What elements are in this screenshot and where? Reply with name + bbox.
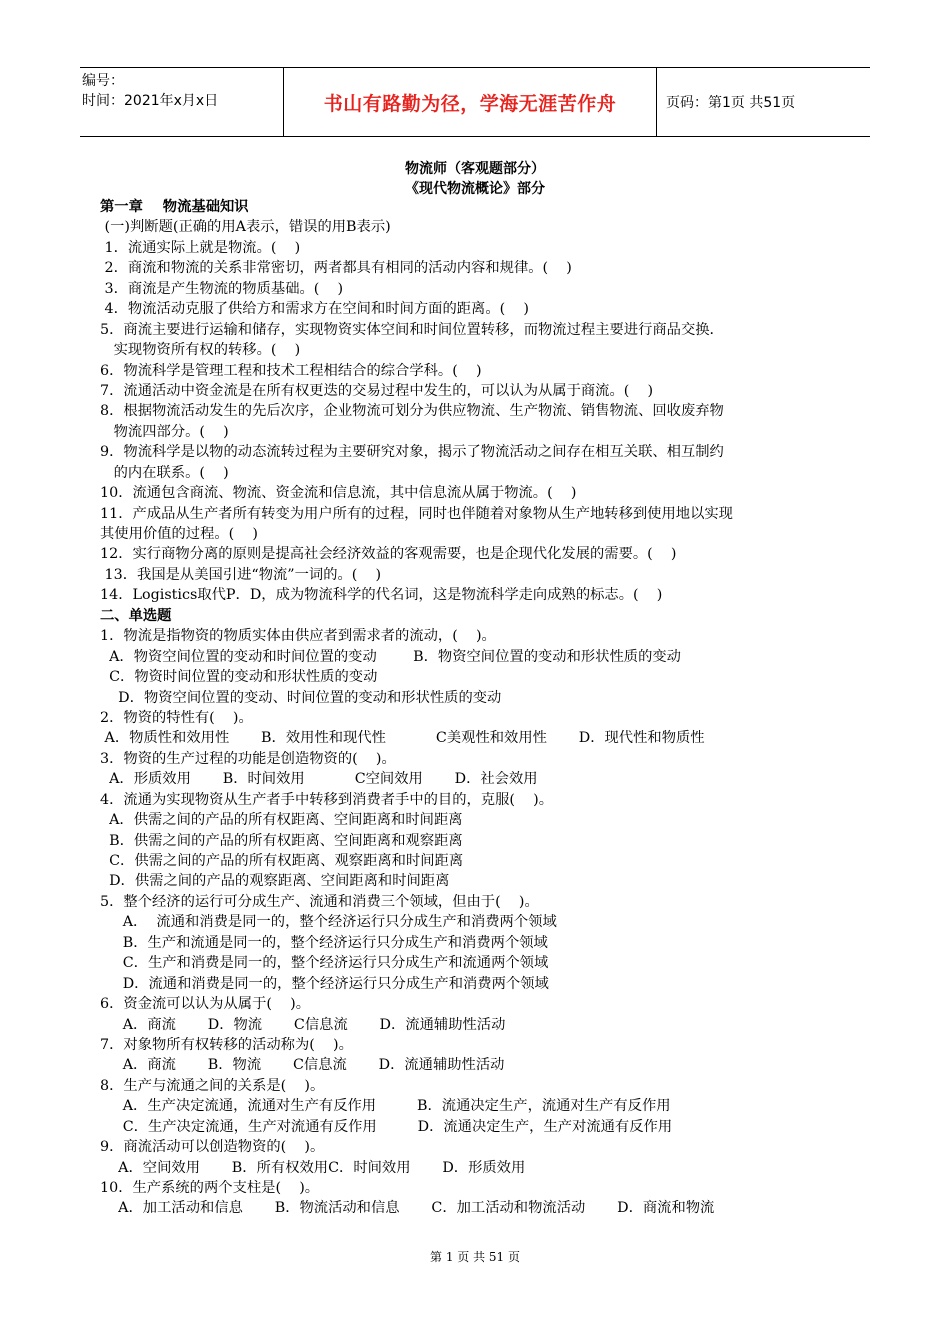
text-line: 14．Logistics取代P．D，成为物流科学的代名词，这是物流科学走向成熟的标志。( ) — [100, 587, 663, 604]
text-line: A．加工活动和信息 B．物流活动和信息 C．加工活动和物流活动 D．商流和物流 — [100, 1200, 715, 1217]
text-line: 2．物资的特性有( )。 — [100, 709, 253, 726]
text-line: 5．整个经济的运行可分成生产、流通和消费三个领域，但由于( )。 — [100, 893, 539, 910]
text-line: 1．物流是指物资的物质实体由供应者到需求者的流动，( )。 — [100, 628, 496, 645]
doc-title: 物流师（客观题部分） — [405, 161, 545, 177]
text-line: 6．资金流可以认为从属于( )。 — [100, 996, 310, 1013]
text-line: (一)判断题(正确的用A表示，错误的用B表示) — [100, 219, 391, 236]
header-page-cell — [656, 68, 870, 136]
text-line: 8．生产与流通之间的关系是( )。 — [100, 1077, 325, 1094]
text-line: A．商流 D．物流 C信息流 D．流通辅助性活动 — [100, 1016, 506, 1033]
text-line: 7．流通活动中资金流是在所有权更迭的交易过程中发生的，可以认为从属于商流。( ) — [100, 382, 654, 399]
text-line: 4．流通为实现物资从生产者手中转移到消费者手中的目的，克服( )。 — [100, 791, 554, 808]
text-line: 8．根据物流活动发生的先后次序，企业物流可划分为供应物流、生产物流、销售物流、回收废弃物 — [100, 403, 724, 420]
number-label: 编号： — [82, 73, 124, 89]
text-line: 1．流通实际上就是物流。( ) — [100, 239, 301, 256]
text-line: D．供需之间的产品的观察距离、空间距离和时间距离 — [100, 873, 450, 890]
text-line: C．生产和消费是同一的，整个经济运行只分成生产和流通两个领域 — [100, 955, 549, 972]
text-line: 3．商流是产生物流的物质基础。( ) — [100, 280, 344, 297]
text-line: 10．流通包含商流、物流、资金流和信息流，其中信息流从属于物流。( ) — [100, 485, 577, 502]
text-line: 9．商流活动可以创造物资的( )。 — [100, 1139, 325, 1156]
text-line: 3．物资的生产过程的功能是创造物资的( )。 — [100, 750, 396, 767]
header-motto-cell — [283, 68, 657, 136]
text-line: D．物资空间位置的变动、时间位置的变动和形状性质的变动 — [100, 689, 502, 706]
text-line: 7．对象物所有权转移的活动称为( )。 — [100, 1036, 353, 1053]
text-line: 2．商流和物流的关系非常密切，两者都具有相同的活动内容和规律。( ) — [100, 260, 572, 277]
text-line: A．空间效用 B．所有权效用C．时间效用 D．形质效用 — [100, 1159, 526, 1176]
text-line: A． 流通和消费是同一的，整个经济运行只分成生产和消费两个领域 — [100, 914, 557, 931]
text-line: B．供需之间的产品的所有权距离、空间距离和观察距离 — [100, 832, 463, 849]
time-label: 时间：2021年x月x日 — [82, 93, 219, 109]
text-line: A．商流 B．物流 C信息流 D．流通辅助性活动 — [100, 1057, 505, 1074]
doc-subtitle: 《现代物流概论》部分 — [405, 181, 545, 197]
text-line: 12．实行商物分离的原则是提高社会经济效益的客观需要，也是企现代化发展的需要。( ) — [100, 546, 677, 563]
text-line: 13．我国是从美国引进“物流”一词的。( ) — [100, 566, 382, 583]
text-line: 实现物资所有权的转移。( ) — [100, 342, 301, 359]
text-line: C．供需之间的产品的所有权距离、观察距离和时间距离 — [100, 853, 464, 869]
section-heading: 第一章 物流基础知识 — [100, 199, 249, 215]
text-line: A．生产决定流通，流通对生产有反作用 B．流通决定生产，流通对生产有反作用 — [100, 1098, 671, 1115]
section-heading: 二、单选题 — [100, 607, 172, 624]
document-header — [80, 67, 870, 137]
text-line: A．供需之间的产品的所有权距离、空间距离和时间距离 — [100, 812, 463, 829]
document-body — [100, 197, 860, 1219]
text-line: 9．物流科学是以物的动态流转过程为主要研究对象，揭示了物流活动之间存在相互关联、相互制约 — [100, 444, 724, 461]
text-line: D．流通和消费是同一的，整个经济运行只分成生产和消费两个领域 — [100, 975, 549, 992]
page-footer: 第 1 页 共 51 页 — [430, 1250, 520, 1264]
text-line: 5．商流主要进行运输和储存，实现物资实体空间和时间位置转移，而物流过程主要进行商品交换． — [100, 321, 724, 338]
text-line: B．生产和流通是同一的，整个经济运行只分成生产和消费两个领域 — [100, 934, 548, 951]
text-line: 物流四部分。( ) — [100, 423, 229, 440]
motto-text: 书山有路勤为径，学海无涯苦作舟 — [323, 92, 617, 115]
text-line: 10．生产系统的两个支柱是( )。 — [100, 1180, 320, 1196]
text-line: 其使用价值的过程。( ) — [100, 526, 259, 542]
text-line: A．物质性和效用性 B．效用性和现代性 C美观性和效用性 D．现代性和物质性 — [100, 730, 705, 747]
text-line: C．生产决定流通，生产对流通有反作用 D．流通决定生产，生产对流通有反作用 — [100, 1118, 673, 1135]
text-line: 的内在联系。( ) — [100, 464, 229, 481]
text-line: A．形质效用 B．时间效用 C空间效用 D．社会效用 — [100, 771, 538, 788]
text-line: C．物资时间位置的变动和形状性质的变动 — [100, 669, 378, 686]
text-line: A．物资空间位置的变动和时间位置的变动 B．物资空间位置的变动和形状性质的变动 — [100, 648, 681, 665]
text-line: 6．物流科学是管理工程和技术工程相结合的综合学科。( ) — [100, 362, 482, 379]
header-left-cell — [80, 68, 282, 136]
text-line: 4．物流活动克服了供给方和需求方在空间和时间方面的距离。( ) — [100, 301, 529, 318]
text-line: 11．产成品从生产者所有转变为用户所有的过程，同时也伴随着对象物从生产地转移到使用地以实现 — [100, 505, 733, 522]
page-info: 页码：第1页 共51页 — [666, 95, 796, 111]
